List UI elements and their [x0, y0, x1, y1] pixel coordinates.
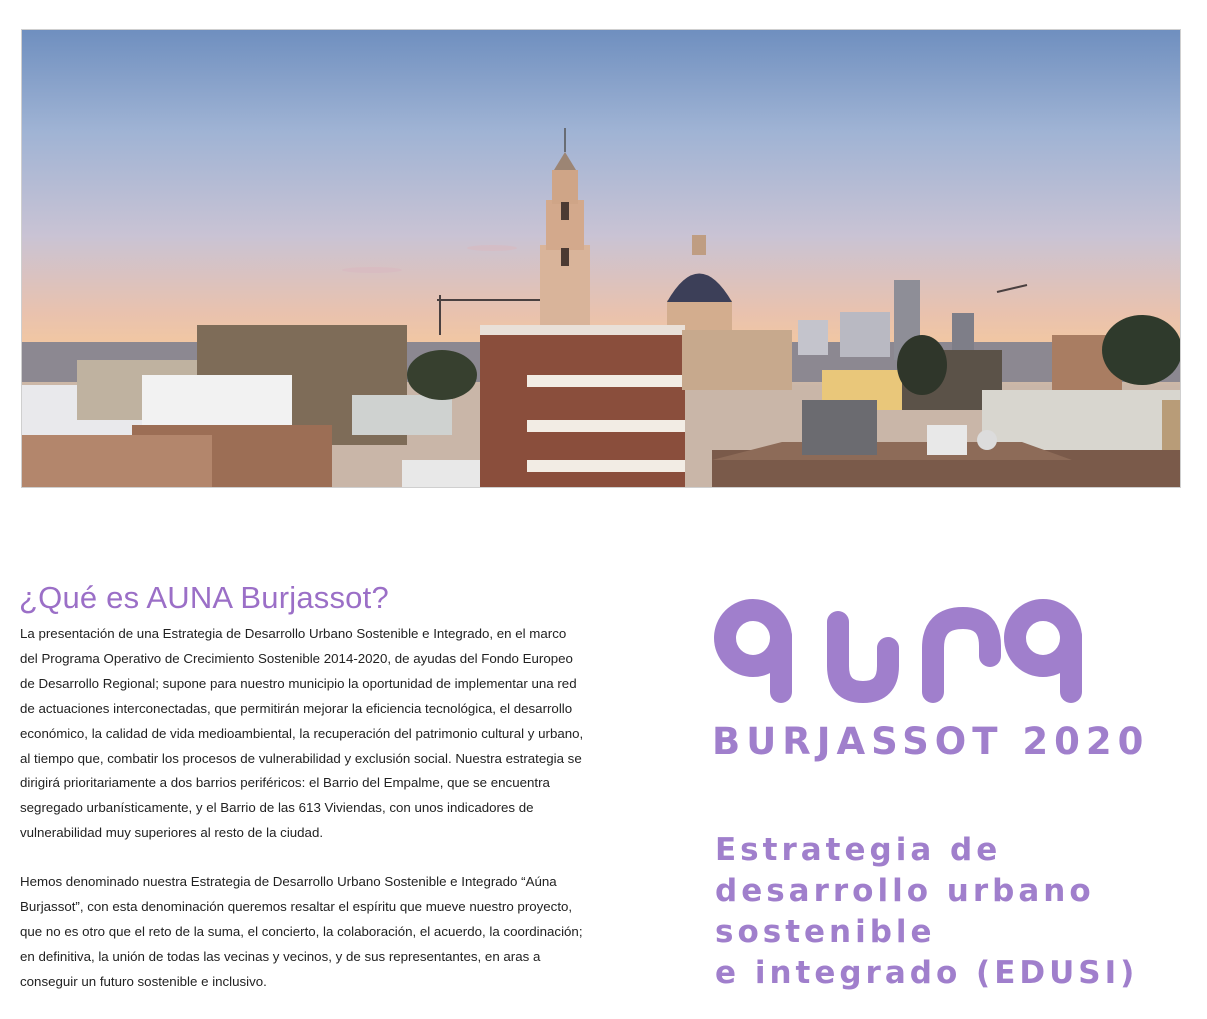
tagline-line-2: desarrollo urbano [715, 873, 1095, 909]
brand-tagline [715, 830, 1195, 994]
logo-text: auna [708, 596, 711, 597]
auna-logo [708, 596, 1098, 706]
brand-subtitle: BURJASSOT 2020 [712, 720, 1150, 763]
tagline-line-3: sostenible [715, 914, 936, 950]
page-title: ¿Qué es AUNA Burjassot? [19, 580, 389, 615]
intro-paragraph-2: Hemos denominado nuestra Estrategia de Desarrollo Urbano Sostenible e Integrado “Aúna Burjassot”, con esta denominación queremos resaltar el espíritu que mueve nuestro proyecto, que no es otro que el reto de la suma, el concierto, la colaboración, el acuerdo, la coordinación; en definitiva, la unión de todas las vecinas y vecinos, y de sus representantes, en aras a conseguir un futuro sostenible e inclusivo. [20, 874, 583, 989]
skyline-illustration [22, 30, 1180, 487]
hero-image [21, 29, 1181, 488]
tagline-line-1: Estrategia de [715, 832, 1002, 868]
tagline-line-4: e integrado (EDUSI) [715, 955, 1139, 991]
intro-body [20, 622, 585, 1019]
intro-paragraph-1: La presentación de una Estrategia de Desarrollo Urbano Sostenible e Integrado, en el marco del Programa Operativo de Crecimiento Sostenible 2014-2020, de ayudas del Fondo Europeo de Desarrollo Regional; supone para nuestro municipio la oportunidad de implementar una red de actuaciones interconectadas, que permitirán mejorar la eficiencia tecnológica, el desarrollo económico, la calidad de vida medioambiental, la recuperación del patrimonio cultural y urbano, al tiempo que, combatir los procesos de vulnerabilidad y exclusión social. Nuestra estrategia se dirigirá prioritariamente a dos barrios periféricos: el Barrio del Empalme, que se encuentra segregado urbanísticamente, y el Barrio de las 613 Viviendas, con unos indicadores de vulnerabilidad muy superiores al resto de la ciudad. [20, 626, 584, 841]
